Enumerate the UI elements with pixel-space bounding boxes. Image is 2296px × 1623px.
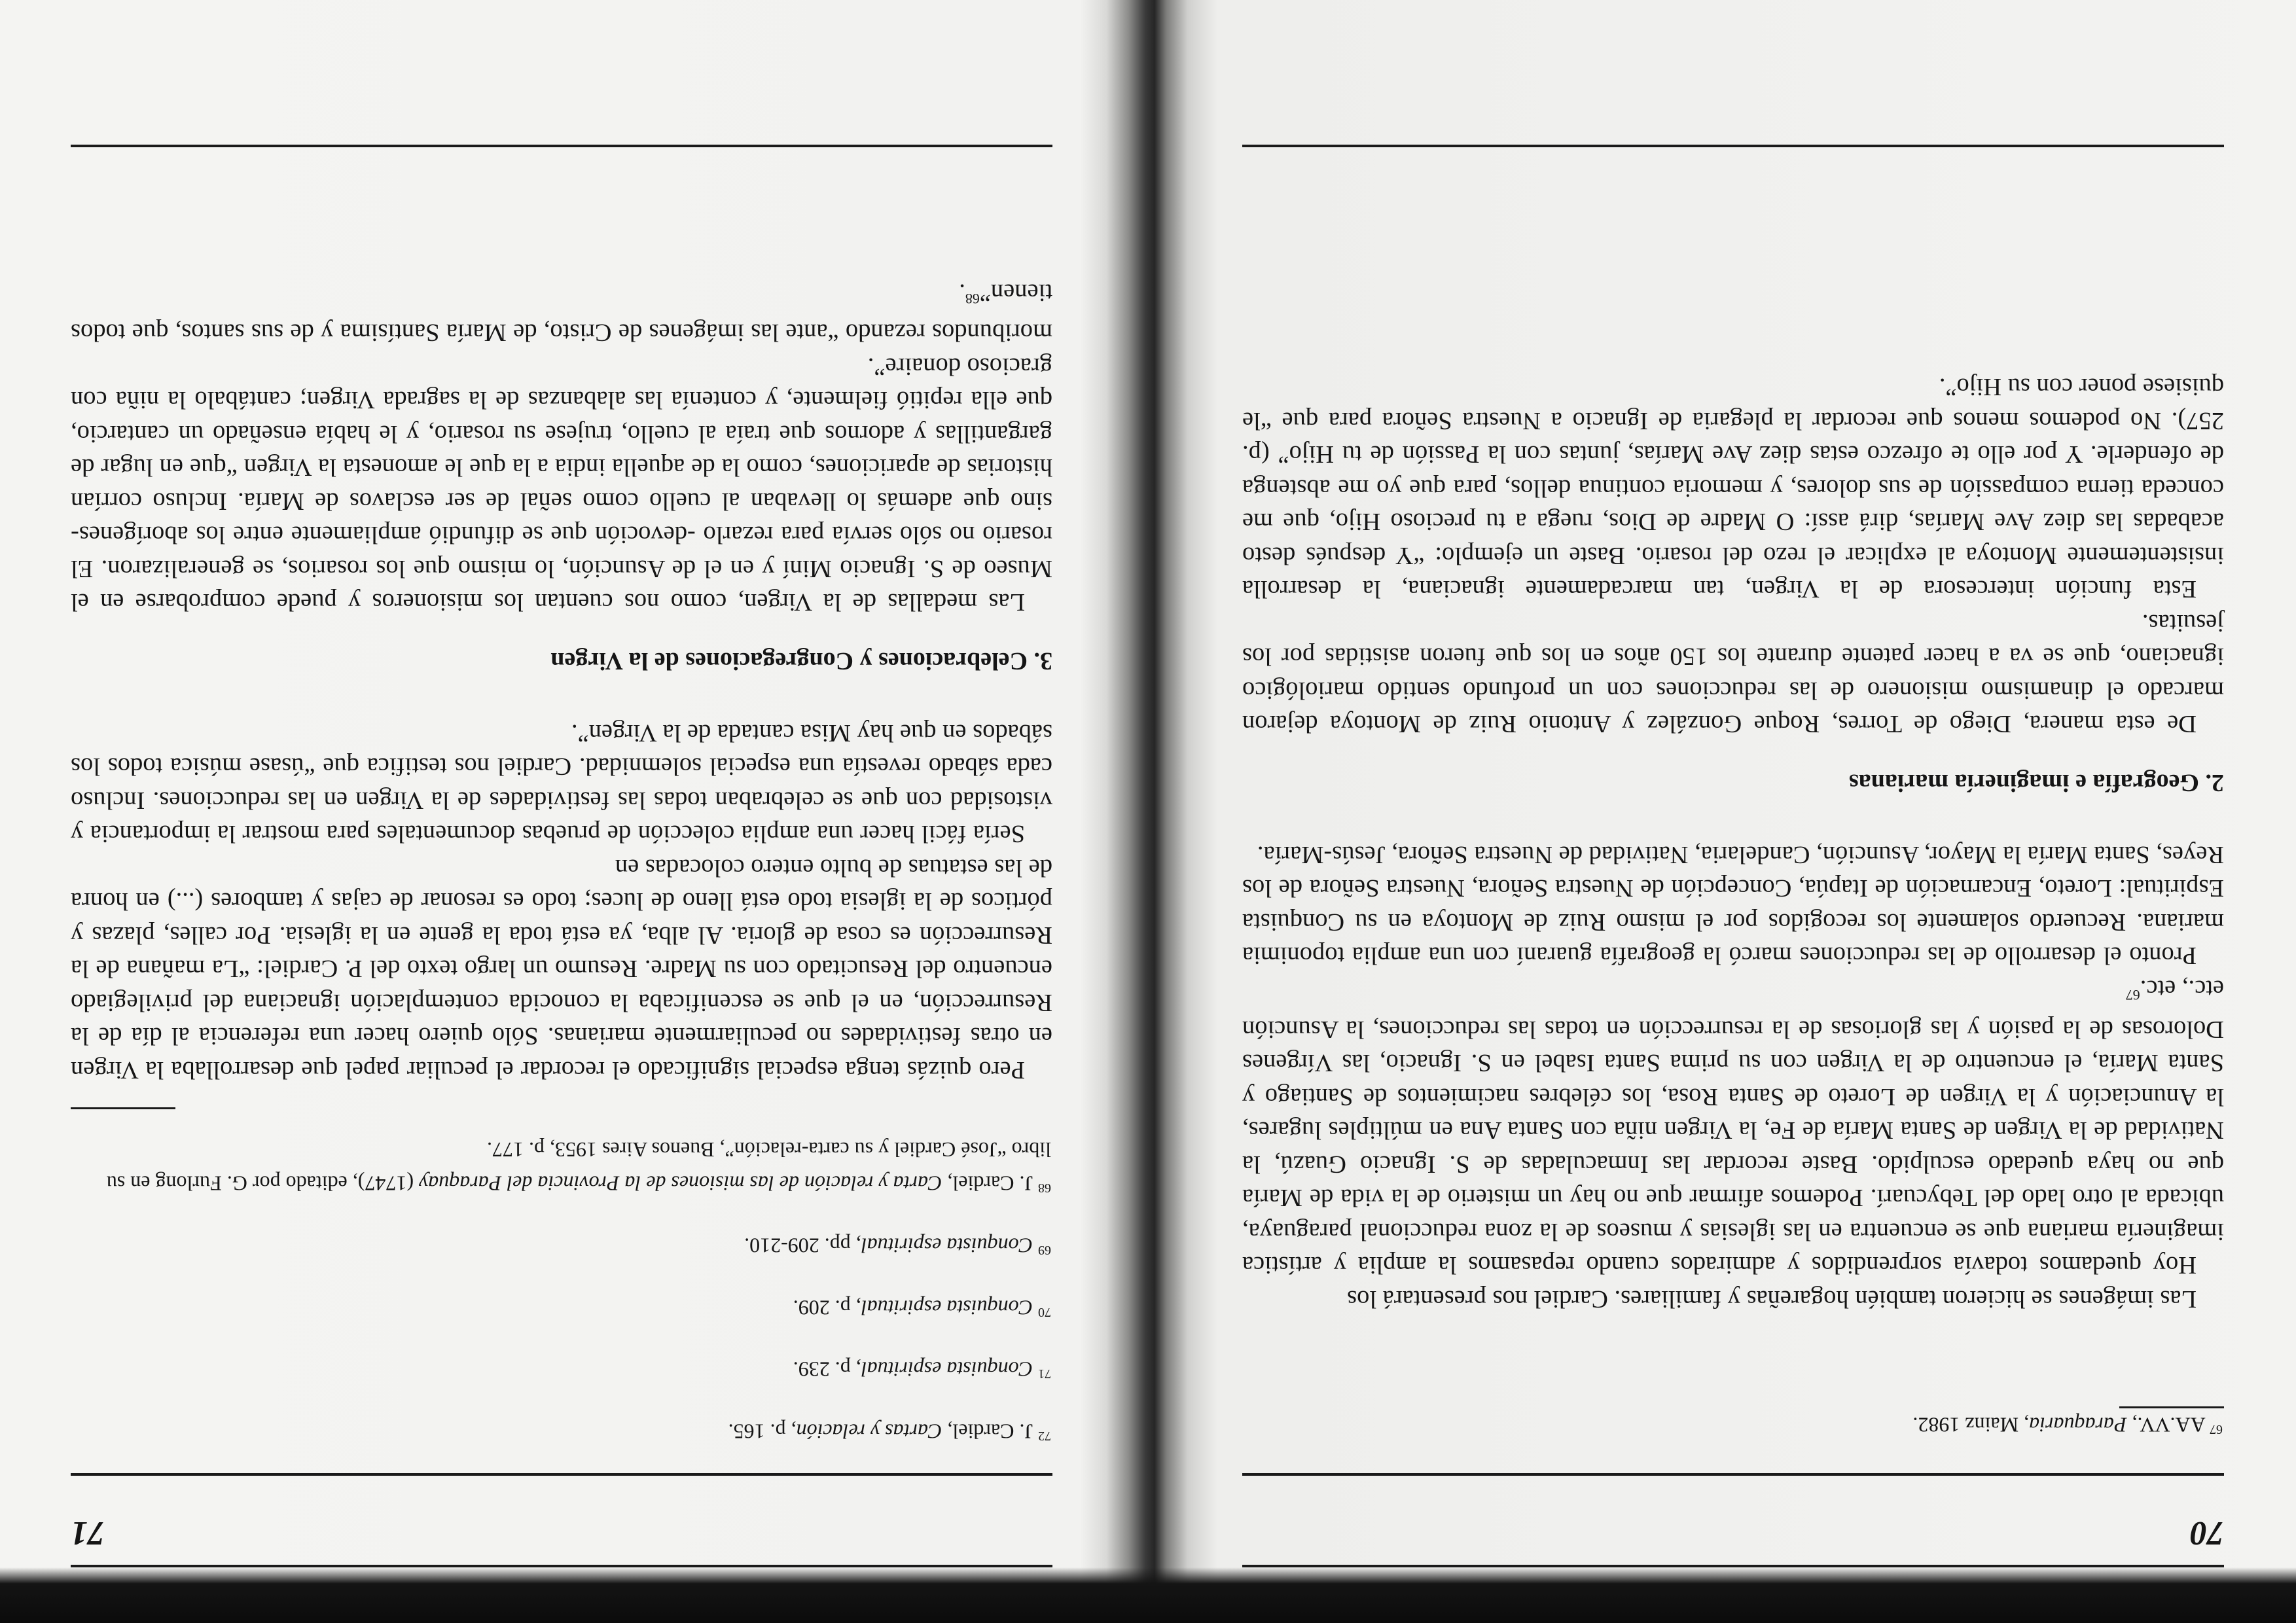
- paragraph: Pero quizás tenga especial significado el recordar el peculiar papel que desarrollaba la Virgen en otras festividades no peculiarmente marianas. Sólo quiero hacer una referencia al día de la Resurrección, en el que se escenificaba la conocida contemplación ignaciana del privilegiado encuentro del Resucitado con su Madre. Resumo un largo texto del P. Cardiel: “La mañana de la Resurrección es cosa de gloria. Al alba, ya está toda la gente en la iglesia. Por calles, plazas y pórticos de la iglesia todo está lleno de luces; todo es resonar de cajas y tambores (...) en honra de las estatuas de bulto entero colocadas en: [71, 854, 1052, 1084]
- page-number: 70: [2190, 1514, 2224, 1552]
- paragraph: Esta función intercesora de la Virgen, tan marcadamente ignaciana, la desarrolla insistentemente Montoya al explicar el rezo del rosario. Baste un ejemplo: “Y después desto acabadas las diez Ave Marías, dirá assí: O Madre de Dios, ruega a tu precioso Hijo, que me conceda tierna compassión de sus dolores, y memoria continua dellos, para que yo me abstenga de ofenderle. Y por ello te ofrezco estas diez Ave Marías, juntas con la Passión de tu Hijo” (p. 257). No podemos menos que recordar la plegaria de Ignacio a Nuestra Señora para que “le quisiese poner con su Hijo”.: [1242, 373, 2224, 603]
- footnote-71: $^{71}$ Conquista espiritual, p. 239.: [793, 1357, 1051, 1382]
- paragraph: Las imágenes se hicieron también hogareñas y familiares. Cardiel nos presentará los: [1347, 1285, 2197, 1313]
- footnotes: [71, 1109, 1052, 1453]
- paragraph: Sería fácil hacer una amplia colección de pruebas documentales para mostrar la importancia y vistosidad con que se celebraban todas las festividades de la Virgen en las reducciones. Incluso cada sábado revestía una especial solemnidad. Cardiel nos testifica que “úsase música todos los sábados en que hay Misa cantada de la Virgen”.: [71, 719, 1052, 848]
- footnotes: [1242, 1384, 2224, 1446]
- scanner-edge: [0, 1567, 2296, 1623]
- footnote-69: $^{69}$ Conquista espiritual, pp. 209-210.: [744, 1234, 1051, 1258]
- footnote-67: $^{67}$ AA.VV., Paraquaria, Mainz 1982.: [1912, 1413, 2223, 1437]
- paragraph: De esta manera, Diego de Torres, Roque González y Antonio Ruiz de Montoya dejaron marcado el dinamismo misionero de las reducciones con un profundo sentido mariológico ignaciano, que se va a hacer patente durante los 150 años en los que fueron asistidas por los jesuitas.: [1242, 609, 2224, 738]
- paragraph: Pronto el desarrollo de las reducciones marcó la geografía guaraní con una amplia toponimia mariana. Recuerdo solamente los recogidos por el mismo Ruiz de Montoya en su Conquista Espiritual: Loreto, Encarnación de Itapúa, Concepción de Nuestra Señora, Nuestra Señora de los Reyes, Santa María la Mayor, Asunción, Candelaria, Natividad de Nuestra Señora, Jesús-María.: [1242, 840, 2224, 970]
- header-rule-bottom: [71, 1473, 1052, 1476]
- footnote-70: $^{70}$ Conquista espiritual, p. 209.: [793, 1296, 1051, 1320]
- footnote-72: $^{72}$ J. Cardiel, Cartas y relación, p. 165.: [728, 1419, 1051, 1444]
- page-number: 71: [71, 1514, 105, 1552]
- section-heading: 2. Geografía e imaginería marianas: [1848, 769, 2224, 797]
- footnote-rule: [71, 1107, 175, 1109]
- bottom-rule: [71, 145, 1052, 147]
- paragraph: Hoy quedamos todavía sorprendidos y admirados cuando repasamos la amplia y artística imaginería mariana que se encuentra en las iglesias y museos de la zona reduccional paraguaya, ubicada al otro lado del Tebycuarí. Podemos afirmar que no hay un misterio de la vida de María que no haya quedado esculpido. Baste recordar las Inmaculadas de S. Ignacio Guazú, la Natividad de la Virgen de Santa María de Fe, la Virgen niña con Santa Ana en múltiples lugares, la Anunciación y la Virgen de Loreto de Santa Rosa, los célebres nacimientos de Santiago y Santa María, el encuentro de la Virgen con su prima Santa Isabel en S. Ignacio, las Vírgenes Dolorosas de la pasión y las gloriosas de la resurrección en todas las reducciones, la Asunción etc., etc.$^{67}$: [1242, 975, 2224, 1279]
- main-text: [71, 276, 1052, 1086]
- footnote-68: $^{68}$ J. Cardiel, Carta y relación de las misiones de la Provincia del Paraquay (1747), editado por G. Furlong en su libro “José Cardiel y su carta-relación”, Buenos Aires 1953, p. 177.: [106, 1137, 1051, 1196]
- header-rule-bottom: [1242, 1473, 2224, 1476]
- paragraph: moribundos rezando “ante las imágenes de Cristo, de María Santísima y de sus santos, que todos tienen”$^{68}$.: [71, 279, 1052, 347]
- main-text: [1242, 370, 2224, 1315]
- bottom-rule: [1242, 145, 2224, 147]
- paragraph: Las medallas de la Virgen, como nos cuentan los misioneros y puede comprobarse en el Museo de S. Ignacio Miní y en el de Asunción, lo mismo que los rosarios, se generalizaron. El rosario no sólo servía para rezarlo -devoción que se difundió ampliamente entre los aborígenes-sino que además lo llevaban al cuello como señal de ser esclavos de María. Incluso corrían historias de apariciones, como la de aquella india a la que le amonesta la Virgen “que en lugar de gargantillas y adornos que traía al cuello, trujese su rosario, y le había enseñado un cantarcio, que ella repitió fielmente, y contenía las alabanzas de la sagrada Virgen; cantábalo la niña con gracioso donaire”.: [71, 353, 1052, 616]
- section-heading: 3. Celebraciones y Congregaciones de la Virgen: [550, 647, 1052, 675]
